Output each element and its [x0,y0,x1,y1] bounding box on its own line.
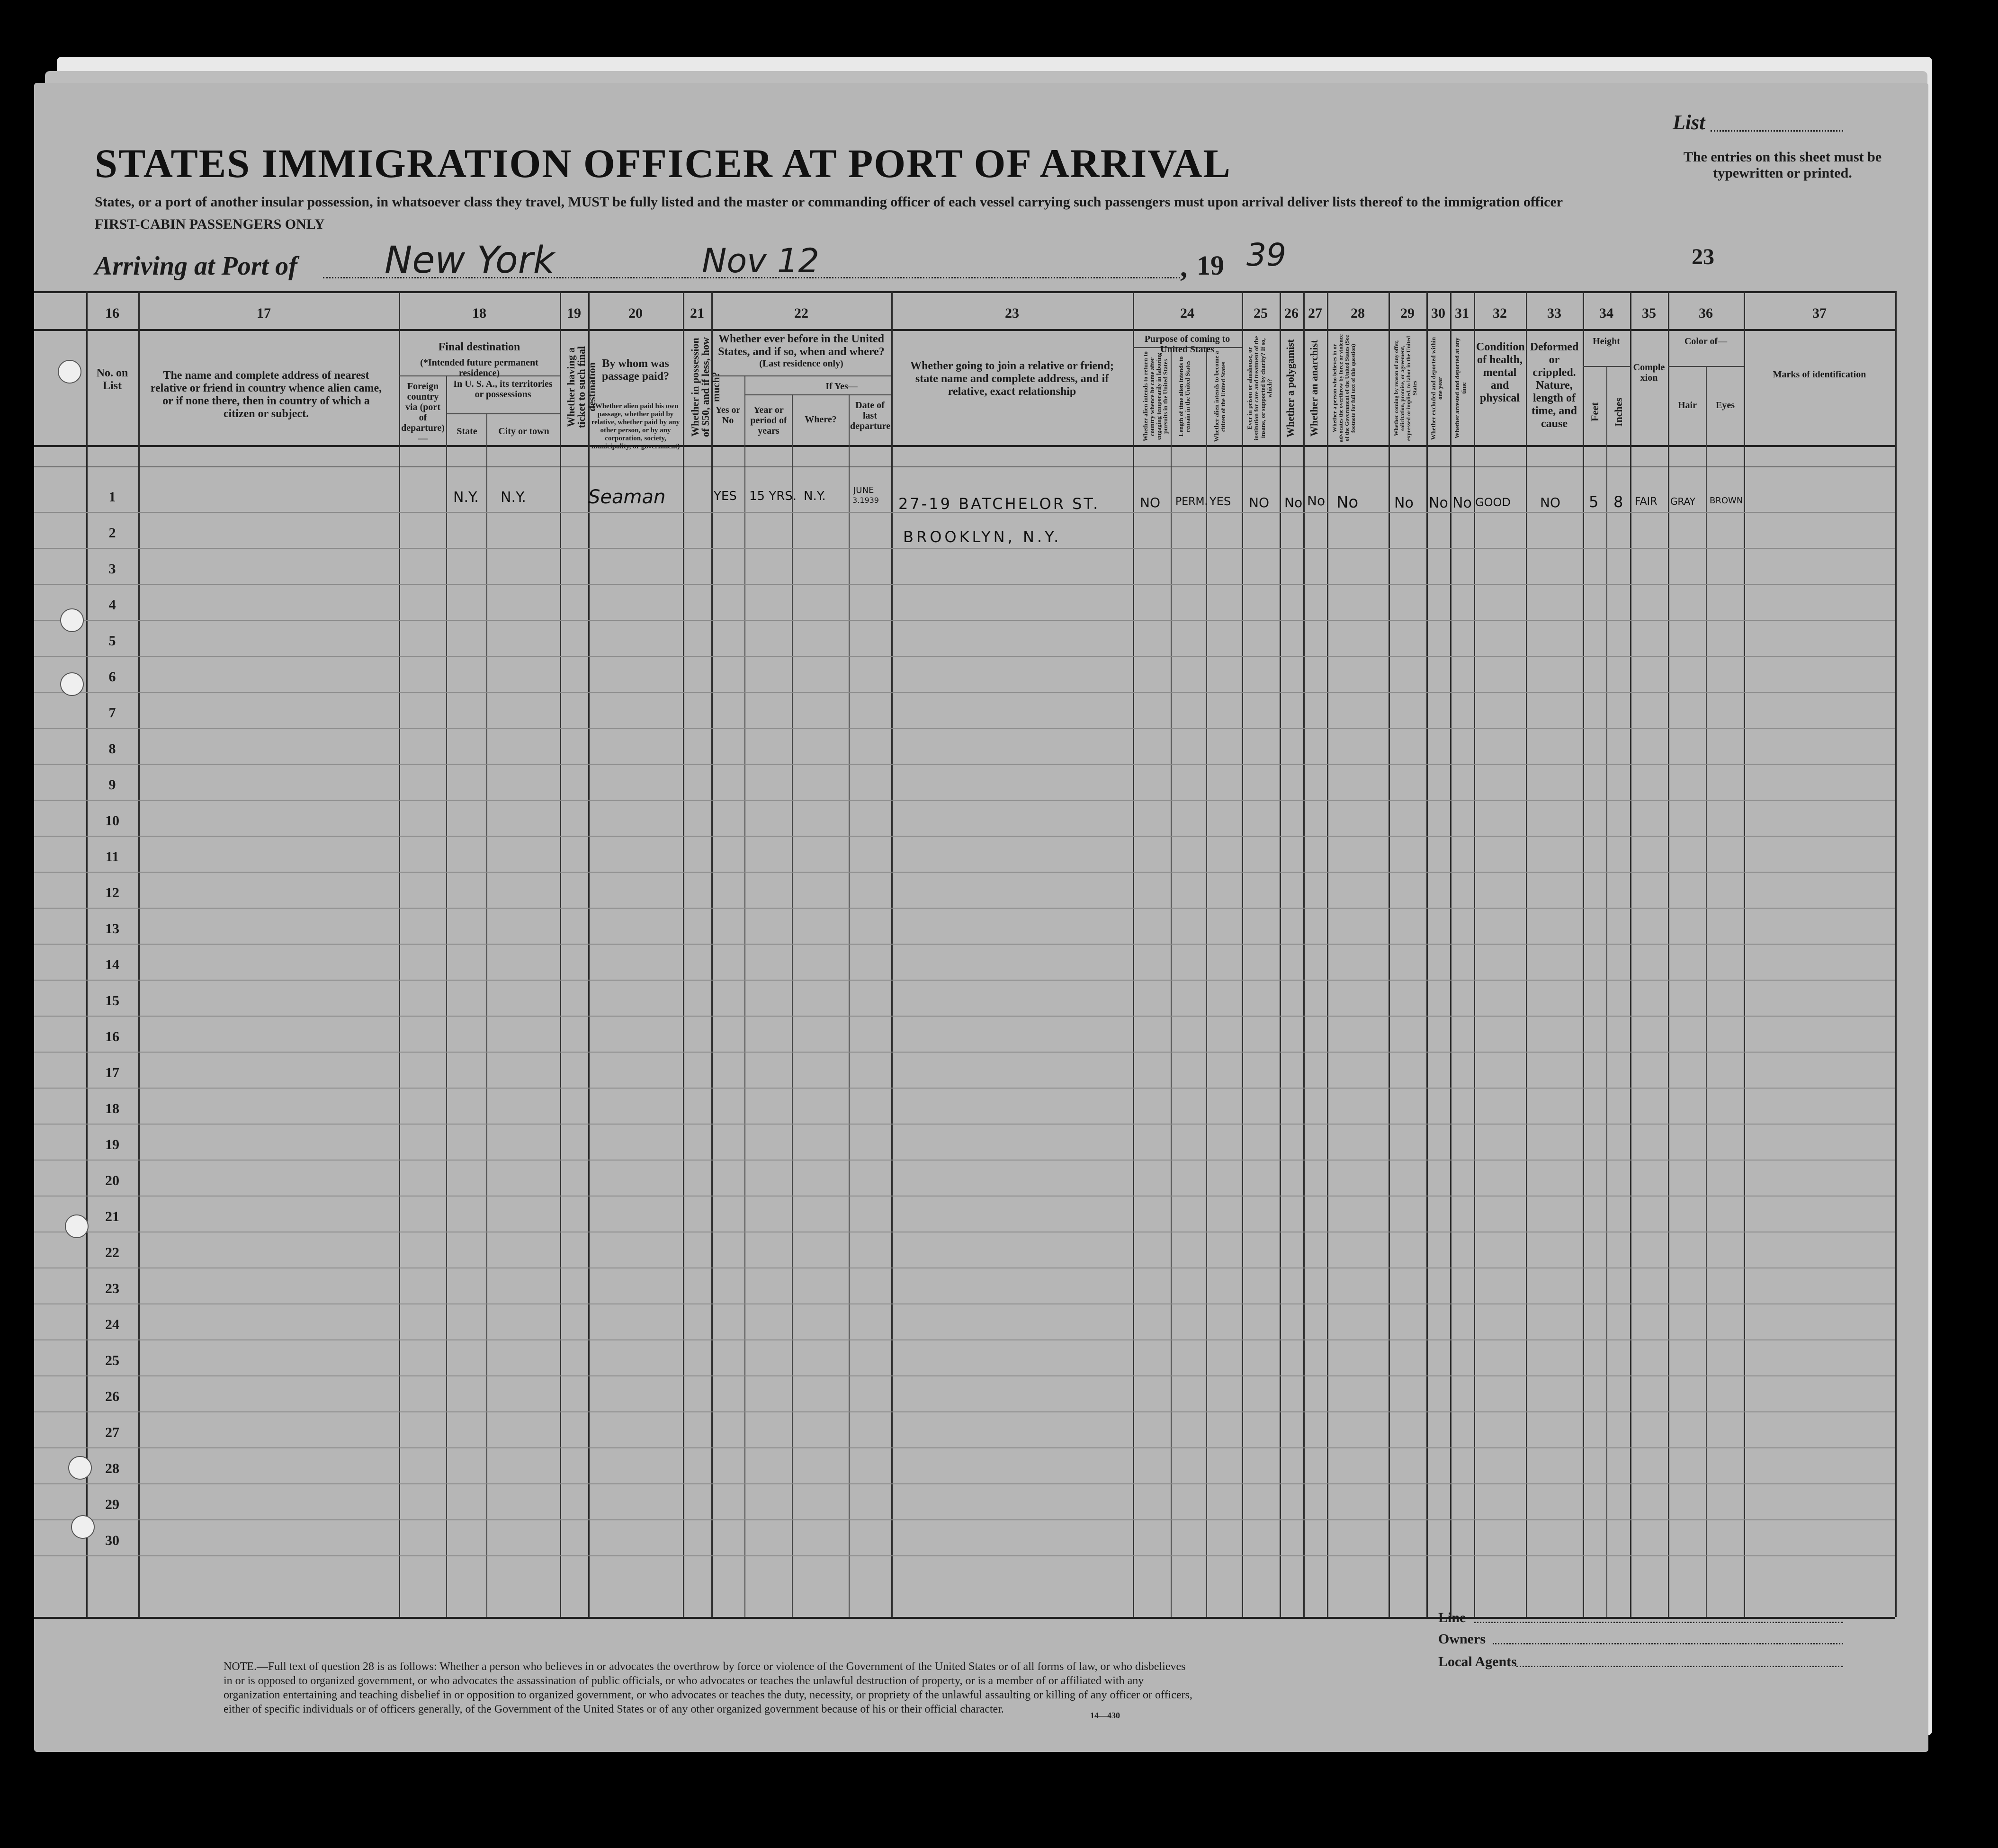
table-row [34,1555,1895,1556]
col-number-25: 25 [1254,305,1268,321]
page-number: 23 [1692,244,1714,269]
col-divider [138,291,140,1617]
header-bottom-rule-2 [34,466,1895,467]
col-number-34: 34 [1599,305,1613,321]
line-field [1474,1622,1843,1623]
header-no-on-list: No. on List [96,367,128,392]
col-divider [1280,291,1281,1617]
table-row [34,1483,1895,1484]
header-col21: Whether in possession of $50, and if less, how much? [689,337,722,437]
header-date-departure: Date of last departure [850,400,891,431]
table-row [34,764,1895,765]
page-title: STATES IMMIGRATION OFFICER AT PORT OF ARRIVAL [95,141,1231,186]
col-divider [399,291,400,1617]
col-number-27: 27 [1308,305,1322,321]
header-col20: By whom was passage paid? [601,357,670,383]
table-row [34,872,1895,873]
table-row [34,656,1895,657]
col-number-20: 20 [628,305,643,321]
table-row [34,1519,1895,1520]
col-divider [1242,291,1243,1617]
table-row [34,1016,1895,1017]
header-final-destination: Final destination [438,341,520,353]
header-col24b: Length of time alien intends to remain in the United States [1177,356,1191,437]
col-number-30: 30 [1431,305,1445,321]
entry-state: N.Y. [453,489,479,506]
table-row [34,800,1895,801]
typewritten-instruction: The entries on this sheet must be typewritten or printed. [1683,149,1882,181]
entry-polygamist: No [1284,495,1303,510]
col-divider [1668,291,1669,1617]
header-col17: The name and complete address of nearest relative or friend in country whence alien came, or if none there, then in country of which a citizen or subject. [150,369,382,420]
passenger-class: FIRST-CABIN PASSENGERS ONLY [95,216,325,232]
header-col26: Whether a polygamist [1284,339,1296,437]
header-yes-no: Yes or No [715,405,741,426]
manifest-sheet: List The entries on this sheet must be typewritten or printed. STATES IMMIGRATION OFFICER AT PORT OF ARRIVAL States, or a port of another insular possession, in whatsoever class they travel, MUST be fully listed and the master or commanding officer of each vessel carrying such passengers must upon arrival deliver lists thereof to the immigration officer FIRST-CABIN PASSENGERS ONLY Arriving at Port of New York Nov 12 , 19 39 23 16 17 18 19 20 21 22 23 24 25 26 27 28 29 30 31 32 33 34 35 36 37 No. on List The name and complete address of nearest relative or friend in country whence alien came, or if none there, then in country of which a citizen or subject. Final destination (*Intended future permanent residence) Foreign country via (port of departure)— In U. S. A., its territories or possessions State City or town Whether having a ticket to such final destination By whom was passage paid? (Whether alien paid his own passage, whether paid by relative, whether paid by any other person, or by any corporation, society, municipality, or government) Whether in possession of $50, and if less, how much? Whether ever before in the United States, and if so, when and where? (Last residence only) If Yes— Yes or No Year or period of years Where? Date of last departure Whether going to join a relative or friend; state name and complete address, and if relative, exact relationship Purpose of coming to United States Whether alien intends to return to country whence he came after engaging temporarily in laboring pursuits in the United States Length of time alien intends to remain in the United States Whether alien intends to become a citizen of the United States Ever in prison or almshouse, or institution for care and treatment of the insane, or supported by charity? If so, which? Whether a polygamist Whether an anarchist Whether a person who believes in or advocates the overthrow by force or violence of the Government of the United States (See footnote for full text of this question) Whether coming by reason of any offer, solicitation, promise, or agreement, expressed or implied, to labor in the United States Whether excluded and deported within one year Whether arrested and deported at any time Condition of health, mental and physical Deformed or crippled. Nature, length of time, and cause Height Feet Inches Complexion Color of— Hair Eyes Marks of identification 1 2 3 4 5 6 7 8 9 10 11 12 13 14 15 16 17 18 19 20 21 22 23 24 25 26 27 28 29 30 N.Y. N.Y. Seaman YES 15 YRS. N.Y. JUNE 3.1939 27-19 BATCHELOR ST. NO PERM. YES NO No No No No No No GOOD NO 5 8 FAIR GRAY BROWN BROOKLYN, N.Y. NOTE.—Full text of question 28 is as follows: Whether a person who believes in or advocates the overthrow by force or violence of the Government of the United States or of all forms of law, or who disbelieves in or is opposed to organized government, or who advocates the assassination of public officials, or who advocates or teaches the unlawful destruction of property, or is a member of or affiliated with any organization entertaining and teaching disbelief in or opposition to organized government, or who advocates or teaches the duty, necessity, or propriety of the unlawful assaulting or killing of any officer or officers, either of specific individuals or of officers generally, of the Government of the United States or of any other organized government because of his or their official character. 14—430 Line Owners Local Agents [34,83,1928,1752]
entry-health: GOOD [1475,496,1511,509]
col-number-21: 21 [690,305,704,321]
form-number: 14—430 [1090,1711,1120,1720]
col-divider [1303,291,1305,1617]
line-label: Line [1438,1610,1466,1625]
col-divider [1171,348,1172,1617]
entry-offer: No [1394,495,1414,511]
col-number-31: 31 [1455,305,1469,321]
row-number: 4 [108,597,116,613]
header-col30: Whether excluded and deported within one year [1430,337,1443,440]
col-divider [683,291,684,1617]
list-number-field [1711,130,1843,132]
header-col28: Whether a person who believes in or advocates the overthrow by force or violence of the Government of the United States (See footnote for full text of this question) [1331,334,1356,442]
row-number: 28 [105,1461,119,1476]
entry-length: PERM. [1175,496,1208,508]
punch-hole [65,1214,89,1238]
entry-deformed: NO [1540,495,1560,510]
header-foreign-country: Foreign country via (port of departure)— [401,381,445,444]
year-handwritten: 39 [1246,237,1286,273]
arriving-label: Arriving at Port of [95,251,297,281]
col-divider [1526,291,1527,1617]
row-number: 13 [105,921,119,937]
header-if-yes: If Yes— [825,381,858,392]
col-divider [1450,291,1451,1617]
table-row [34,1124,1895,1125]
subtitle: States, or a port of another insular possession, in whatsoever class they travel, MUST be fully listed and the master or commanding officer of each vessel carrying such passengers must upon arrival deliver lists thereof to the immigration officer [95,194,1563,210]
list-label: List [1673,111,1705,134]
col-divider [560,291,561,1617]
col-divider [1706,367,1707,1617]
row-number: 7 [108,705,116,721]
header-col20-note: (Whether alien paid his own passage, whether paid by relative, whether paid by any other person, or by any corporation, society, municipality, or government) [591,402,680,450]
row-number: 14 [105,957,119,973]
header-col27: Whether an anarchist [1308,339,1320,437]
entry-return: NO [1140,495,1160,510]
table-row [34,1160,1895,1161]
table-row [34,836,1895,837]
row-number: 15 [105,993,119,1009]
year-printed: 19 [1197,250,1224,281]
col-number-24: 24 [1180,305,1194,321]
table-row [34,1303,1895,1304]
col-number-33: 33 [1547,305,1561,321]
header-col23: Whether going to join a relative or friend; state name and complete address, and if relative, exact relationship [910,360,1114,398]
table-bottom-rule [34,1617,1895,1619]
punch-hole [60,608,84,632]
col-number-32: 32 [1493,305,1507,321]
col-number-28: 28 [1351,305,1365,321]
table-row [34,908,1895,909]
colnum-rule [34,329,1895,331]
entry-citizen: YES [1210,495,1231,508]
table-row [34,692,1895,693]
col-divider [446,376,447,1617]
punch-hole [68,1456,92,1480]
row-number: 1 [108,489,116,505]
table-row [34,1339,1895,1340]
row-number: 23 [105,1281,119,1296]
entry-excluded: No [1429,495,1448,511]
header-year-period: Year or period of years [750,405,787,436]
row-number: 3 [108,561,116,577]
header-where: Where? [805,414,837,425]
header-in-usa: In U. S. A., its territories or possessions [453,379,553,400]
table-row [34,1375,1895,1376]
col-number-17: 17 [257,305,271,321]
footnote-question-28: NOTE.—Full text of question 28 is as follows: Whether a person who believes in or advocates the overthrow by force or violence of the Government of the United States or of all forms of law, or who disbelieves in or is opposed to organized government, or who advocates the assassination of public officials, or who advocates or teaches the unlawful destruction of property, or is a member of or affiliated with any organization entertaining and teaching disbelief in or opposition to organized government, or who advocates or teaches the duty, necessity, or propriety of the unlawful assaulting or killing of any officer or officers, either of specific individuals or of officers generally, of the Government of the United States or of any other organized government because of his or their official character. [224,1661,1192,1715]
col-number-23: 23 [1005,305,1019,321]
header-col24c: Whether alien intends to become a citizen of the United States [1213,351,1227,442]
header-inches: Inches [1613,397,1624,427]
col-divider [891,291,893,1617]
row-number: 21 [105,1209,119,1224]
table-top-rule [34,291,1895,293]
row-number: 18 [105,1101,119,1116]
header-city: City or town [498,426,549,437]
header-feet: Feet [1589,402,1601,422]
header-complexion: Complexion [1633,362,1665,383]
col-divider [1327,291,1328,1617]
col-number-18: 18 [472,305,486,321]
row-number: 19 [105,1137,119,1152]
col-number-19: 19 [567,305,581,321]
col-divider [792,395,793,1617]
row-number: 25 [105,1353,119,1368]
entry-passage-paid: Seaman [588,486,666,508]
entry-eyes: BROWN [1710,496,1743,506]
col-divider [1895,291,1897,1617]
col-number-29: 29 [1400,305,1415,321]
row-number: 17 [105,1065,119,1080]
row-number: 5 [108,633,116,649]
col-divider [1630,291,1631,1617]
col-divider [1426,291,1428,1617]
header-height: Height [1593,336,1620,347]
row-number: 12 [105,885,119,901]
col-divider [711,291,713,1617]
header-col25: Ever in prison or almshouse, or institution for care and treatment of the insane, or supported by charity? If so, which? [1246,336,1273,441]
punch-hole [60,672,84,696]
header-col31: Whether arrested and deported at any time [1453,338,1467,439]
entry-city: N.Y. [501,489,526,506]
entry-arrested: No [1452,495,1472,511]
header-col37: Marks of identification [1773,369,1866,380]
col-divider [1744,291,1745,1617]
header-col29: Whether coming by reason of any offer, solicitation, promise, or agreement, expressed or implied, to labor in the United States [1393,336,1418,441]
col-divider [849,395,850,1617]
col-number-35: 35 [1642,305,1656,321]
entry-feet: 5 [1589,493,1599,511]
row-number: 27 [105,1425,119,1440]
table-row [34,980,1895,981]
row-number: 6 [108,669,116,685]
header-col24: Purpose of coming to United States [1144,334,1230,355]
entry-join-address: 27-19 BATCHELOR ST. [898,495,1100,513]
table-row [34,944,1895,945]
header-final-destination-note: (*Intended future permanent residence) [420,357,538,378]
table-row [34,584,1895,585]
entry-where: N.Y. [804,489,826,503]
owners-field [1493,1643,1843,1644]
entry-inches: 8 [1613,493,1623,511]
table-row [34,1411,1895,1412]
row-number: 29 [105,1497,119,1512]
header-col24a: Whether alien intends to return to country whence he came after engaging temporarily in laboring pursuits in the United States [1142,351,1169,442]
row-number: 30 [105,1533,119,1548]
entry-prison: NO [1249,495,1269,510]
row-number: 16 [105,1029,119,1045]
entry-hair: GRAY [1670,496,1695,507]
row-number: 10 [105,813,119,829]
table-row [34,1447,1895,1448]
header-state: State [457,426,477,437]
col-divider [1133,291,1134,1617]
row-number: 26 [105,1389,119,1404]
row-number: 9 [108,777,116,793]
header-col33: Deformed or crippled. Nature, length of time, and cause [1530,341,1579,430]
row-number: 22 [105,1245,119,1260]
entry-anarchist: No [1307,493,1326,509]
agents-field [1516,1666,1843,1667]
row-number: 20 [105,1173,119,1188]
row-number: 8 [108,741,116,757]
header-hair: Hair [1678,400,1697,411]
col-number-22: 22 [794,305,808,321]
punch-hole [71,1515,95,1539]
col-number-26: 26 [1284,305,1299,321]
table-row [34,1088,1895,1089]
agents-label: Local Agents [1438,1654,1517,1669]
entry-date-departure-1: JUNE [853,485,874,495]
entry-join-city: BROOKLYN, N.Y. [903,528,1062,546]
header-color-of: Color of— [1684,336,1728,347]
header-bottom-rule [34,445,1895,447]
row-number: 24 [105,1317,119,1332]
row-number: 2 [108,525,116,541]
header-col22: Whether ever before in the United States, and if so, when and where? [718,333,885,358]
table-row [34,620,1895,621]
table-row [34,548,1895,549]
header-col19: Whether having a ticket to such final destination [565,346,598,428]
col-divider [1606,367,1607,1617]
entry-years: 15 YRS. [749,489,797,503]
col-number-36: 36 [1699,305,1713,321]
table-row [34,728,1895,729]
entry-date-departure-2: 3.1939 [852,496,879,505]
entry-ever-before: YES [714,489,737,503]
date-handwritten: Nov 12 [702,241,819,280]
punch-hole [58,360,81,384]
col-divider [1389,291,1390,1617]
col-divider [1206,348,1207,1617]
entry-complexion: FAIR [1635,496,1658,508]
col-divider [1474,291,1475,1617]
header-eyes: Eyes [1716,400,1735,411]
col-divider [744,376,745,1617]
entry-overthrow: No [1336,493,1359,512]
row-number: 11 [105,849,119,865]
header-col22-note: (Last residence only) [759,358,843,369]
col-number-16: 16 [105,305,119,321]
header-col32: Condition of health, mental and physical [1476,341,1525,404]
table-row [34,1052,1895,1053]
owners-label: Owners [1438,1631,1486,1647]
port-handwritten: New York [385,239,555,282]
col-number-37: 37 [1812,305,1827,321]
col-divider [1583,291,1584,1617]
